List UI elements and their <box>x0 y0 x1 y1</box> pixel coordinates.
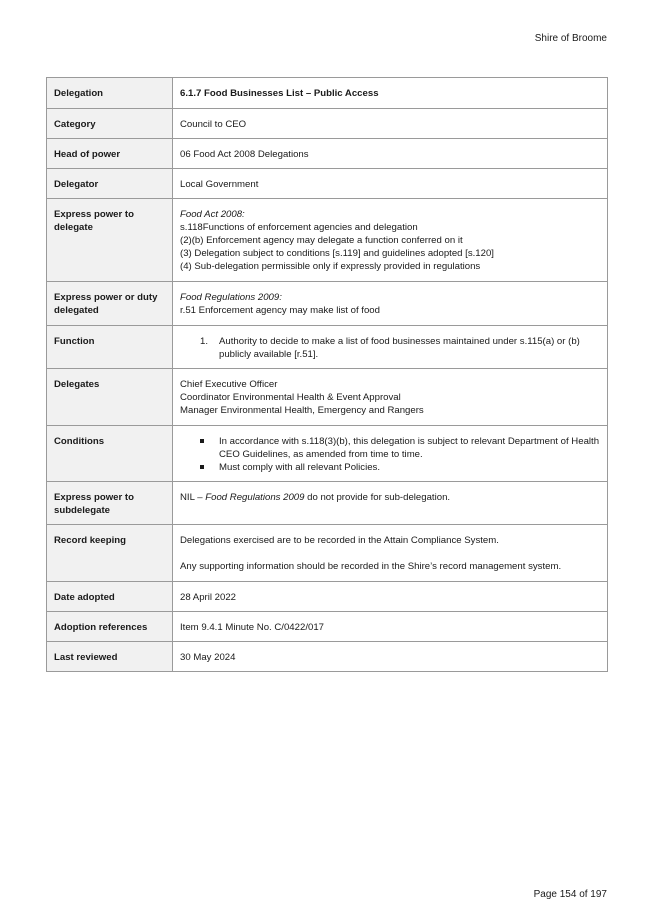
function-list <box>180 335 600 361</box>
row-label: Head of power <box>47 139 173 169</box>
conditions-list <box>180 435 600 474</box>
text-line: (2)(b) Enforcement agency may delegate a function conferred on it <box>180 235 463 246</box>
row-label: Express power to subdelegate <box>47 482 173 525</box>
regulation-name: Food Regulations 2009 <box>205 492 305 503</box>
table-row <box>47 642 608 672</box>
act-name: Food Act 2008: <box>180 209 245 220</box>
text-line: (3) Delegation subject to conditions [s.119] and guidelines adopted [s.120] <box>180 248 494 259</box>
row-value <box>173 199 608 282</box>
text-suffix: do not provide for sub-delegation. <box>304 492 451 503</box>
text-line: Delegations exercised are to be recorded in the Attain Compliance System. <box>180 535 499 546</box>
list-item: 1. Authority to decide to make a list of food businesses maintained under s.115(a) or (b) publicly available [r.51]. <box>180 335 600 361</box>
text-line: (4) Sub-delegation permissible only if expressly provided in regulations <box>180 261 481 272</box>
table-row <box>47 199 608 282</box>
row-value: Item 9.4.1 Minute No. C/0422/017 <box>173 612 608 642</box>
text-line: r.51 Enforcement agency may make list of food <box>180 305 380 316</box>
list-item: Must comply with all relevant Policies. <box>180 461 600 474</box>
row-label: Delegates <box>47 369 173 426</box>
row-value: 06 Food Act 2008 Delegations <box>173 139 608 169</box>
row-label: Express power to delegate <box>47 199 173 282</box>
table-row <box>47 78 608 109</box>
row-label: Category <box>47 109 173 139</box>
delegation-title: 6.1.7 Food Businesses List – Public Access <box>173 78 608 109</box>
row-label: Date adopted <box>47 582 173 612</box>
list-item: In accordance with s.118(3)(b), this delegation is subject to relevant Department of Health CEO Guidelines, as amended from time to time. <box>180 435 600 461</box>
text-line: Chief Executive Officer <box>180 379 278 390</box>
table-row <box>47 282 608 326</box>
row-value <box>173 426 608 482</box>
page-header-org: Shire of Broome <box>534 33 607 44</box>
text-line: s.118Functions of enforcement agencies and delegation <box>180 222 418 233</box>
row-value: 30 May 2024 <box>173 642 608 672</box>
table-row <box>47 169 608 199</box>
row-value <box>173 369 608 426</box>
delegation-table <box>46 77 608 672</box>
table-row <box>47 612 608 642</box>
row-value: Council to CEO <box>173 109 608 139</box>
row-value: Local Government <box>173 169 608 199</box>
table-row <box>47 525 608 582</box>
table-row <box>47 109 608 139</box>
row-value <box>173 525 608 582</box>
row-label: Conditions <box>47 426 173 482</box>
text-line: Coordinator Environmental Health & Event Approval <box>180 392 401 403</box>
row-label: Express power or duty delegated <box>47 282 173 326</box>
table-row <box>47 582 608 612</box>
row-label: Last reviewed <box>47 642 173 672</box>
row-label: Function <box>47 326 173 369</box>
row-label: Record keeping <box>47 525 173 582</box>
table-row <box>47 369 608 426</box>
text-prefix: NIL – <box>180 492 206 503</box>
row-value <box>173 326 608 369</box>
row-label: Delegator <box>47 169 173 199</box>
table-row <box>47 139 608 169</box>
row-value: 28 April 2022 <box>173 582 608 612</box>
act-name: Food Regulations 2009: <box>180 292 282 303</box>
row-label: Adoption references <box>47 612 173 642</box>
table-row <box>47 326 608 369</box>
page-number: Page 154 of 197 <box>533 889 607 900</box>
row-value <box>173 482 608 525</box>
text-line: Any supporting information should be recorded in the Shire’s record management system. <box>180 561 562 572</box>
text-line: Manager Environmental Health, Emergency and Rangers <box>180 405 424 416</box>
table-row <box>47 426 608 482</box>
row-value <box>173 282 608 326</box>
table-row <box>47 482 608 525</box>
row-label: Delegation <box>47 78 173 109</box>
